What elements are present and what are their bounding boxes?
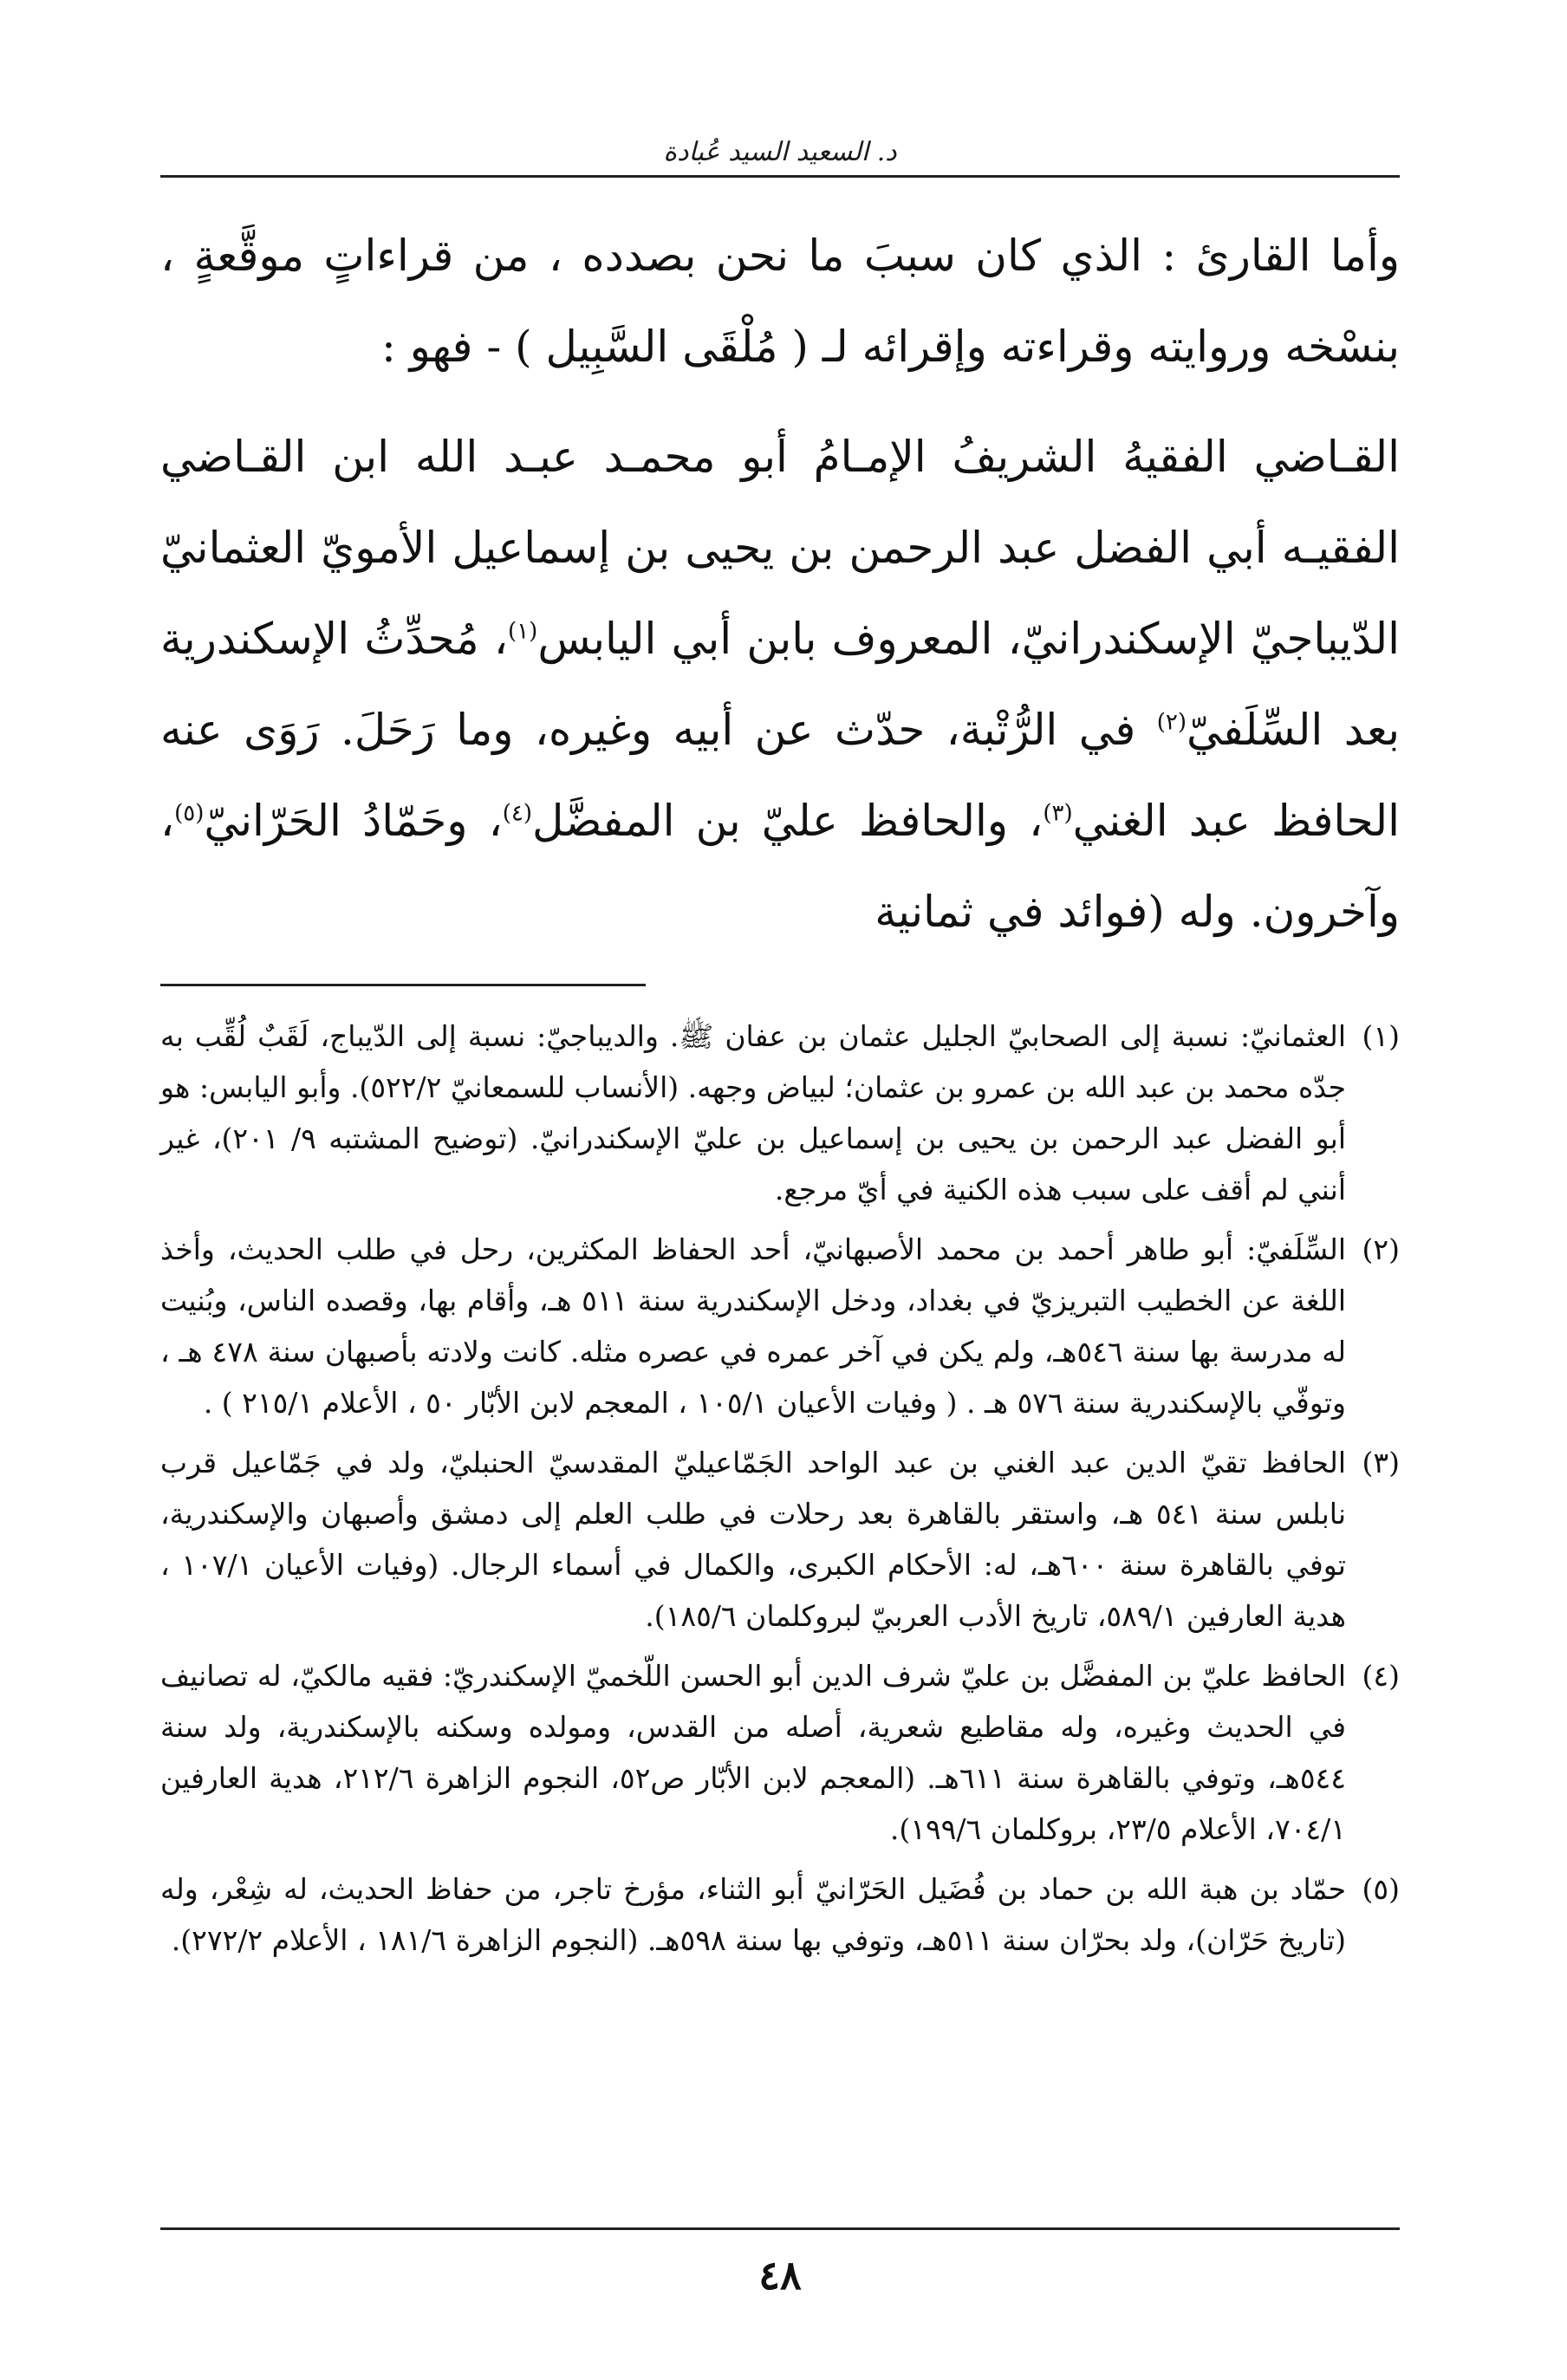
bio-text-5: ، وحَمّادُ الحَرّانيّ	[204, 796, 503, 846]
main-text	[160, 211, 1400, 958]
biography-paragraph	[160, 412, 1400, 958]
footnote-number: (١)	[1362, 1019, 1400, 1053]
footnote	[160, 1224, 1400, 1428]
bottom-rule	[160, 2227, 1400, 2230]
page-number: ٤٨	[758, 2252, 802, 2299]
footnote	[160, 1863, 1400, 1966]
footnote-text: السِّلَفيّ: أبو طاهر أحمد بن محمد الأصبهانيّ، أحد الحفاظ المكثرين، رحل في طلب الحديث، وأخذ اللغة عن الخطيب التبريزيّ في بغداد، ودخل الإسكندرية سنة ٥١١ هـ، وأقام بها، وقصده الناس، وبُنيت له مدرسة بها سنة ٥٤٦هـ، ولم يكن في آخر عمره في عصره مثله. كانت ولادته بأصبهان سنة ٤٧٨ هـ ، وتوفّي بالإسكندرية سنة ٥٧٦ هـ . ( وفيات الأعيان ١٠٥/١ ، المعجم لابن الأبّار ٥٠ ، الأعلام ٢١٥/١ ) .	[160, 1232, 1347, 1420]
footnote-ref-1: (١)	[508, 618, 538, 645]
footnote-number: (٥)	[1362, 1872, 1400, 1906]
footnote	[160, 1650, 1400, 1855]
running-header: د. السعيد السيد عُبادة	[663, 137, 897, 167]
footnote-text: الحافظ تقيّ الدين عبد الغني بن عبد الواحد الجَمّاعيليّ المقدسيّ الحنبليّ، ولد في جَمّاعيل قرب نابلس سنة ٥٤١ هـ، واستقر بالقاهرة بعد رحلات في طلب العلم إلى دمشق وأصبهان والإسكندرية، توفي بالقاهرة سنة ٦٠٠هـ، له: الأحكام الكبرى، والكمال في أسماء الرجال. (وفيات الأعيان ١٠٧/١ ، هدية العارفين ٥٨٩/١، تاريخ الأدب العربيّ لبروكلمان ١٨٥/٦).	[160, 1446, 1347, 1633]
footnote-separator	[160, 984, 646, 986]
footnote-number: (٣)	[1362, 1446, 1400, 1479]
footnote-text: الحافظ عليّ بن المفضَّل بن عليّ شرف الدين أبو الحسن اللّخميّ الإسكندريّ: فقيه مالكيّ، له تصانيف في الحديث وغيره، وله مقاطيع شعرية، أصله من القدس، ومولده وسكنه بالإسكندرية، ولد سنة ٥٤٤هـ، وتوفي بالقاهرة سنة ٦١١هـ. (المعجم لابن الأبّار ص٥٢، النجوم الزاهرة ٢١٢/٦، هدية العارفين ٧٠٤/١، الأعلام ٢٣/٥، بروكلمان ١٩٩/٦).	[160, 1659, 1346, 1846]
header-rule	[160, 175, 1400, 178]
bio-text-4: ، والحافظ عليّ بن المفضَّل	[532, 796, 1044, 846]
footnote	[160, 1437, 1400, 1642]
bio-text-1: القـاضي الفقيهُ الشريفُ الإمـامُ أبو محمـد عبـد الله ابن القـاضي الفقيـه أبي الفضل عبد الرحمن بن يحيى بن إسماعيل الأمويّ العثمانيّ الدّيباجيّ الإسكندرانيّ، المعروف بابن أبي اليابس	[160, 432, 1400, 664]
footnote-number: (٢)	[1362, 1232, 1400, 1266]
footnote	[160, 1011, 1400, 1215]
footnote-ref-2: (٢)	[1156, 709, 1187, 736]
footnote-number: (٤)	[1362, 1659, 1400, 1693]
footnote-text: العثمانيّ: نسبة إلى الصحابيّ الجليل عثمان بن عفان ﷺ. والديباجيّ: نسبة إلى الدّيباج، لَقَبٌ لُقِّب به جدّه محمد بن عبد الله بن عمرو بن عثمان؛ لبياض وجهه. (الأنساب للسمعانيّ ٥٢٢/٢). وأبو اليابس: هو أبو الفضل عبد الرحمن بن يحيى بن إسماعيل بن عليّ الإسكندرانيّ. (توضيح المشتبه ٩/ ٢٠١)، غير أنني لم أقف على سبب هذه الكنية في أيّ مرجع.	[160, 1019, 1346, 1206]
book-page	[160, 130, 1400, 2314]
footnote-ref-3: (٣)	[1043, 800, 1073, 827]
bio-text-6: ، وآخرون. وله (فوائد في ثمانية	[160, 796, 1400, 937]
footnote-ref-4: (٤)	[502, 800, 532, 827]
bio-text-2: ، مُحدِّثُ الإسكندرية بعد السِّلَفيّ	[160, 614, 1400, 755]
footnotes	[160, 1011, 1400, 1966]
footnote-ref-5: (٥)	[174, 800, 205, 827]
bio-text-3: في الرُّتْبة، حدّث عن أبيه وغيره، وما رَحَلَ. رَوَى عنه الحافظ عبد الغني	[160, 705, 1400, 846]
intro-paragraph: وأما القارئ : الذي كان سببَ ما نحن بصدده ، من قراءاتٍ موقَّعةٍ ، بنسْخه وروايته وقراءته وإقرائه لـ ( مُلْقَى السَّبِيل ) - فهو :	[160, 231, 1400, 372]
footnote-text: حمّاد بن هبة الله بن حماد بن فُضَيل الحَرّانيّ أبو الثناء، مؤرخ تاجر، من حفاظ الحديث، له شِعْر، وله (تاريخ حَرّان)، ولد بحرّان سنة ٥١١هـ، وتوفي بها سنة ٥٩٨هـ. (النجوم الزاهرة ١٨١/٦ ، الأعلام ٢٧٢/٢).	[160, 1872, 1346, 1957]
